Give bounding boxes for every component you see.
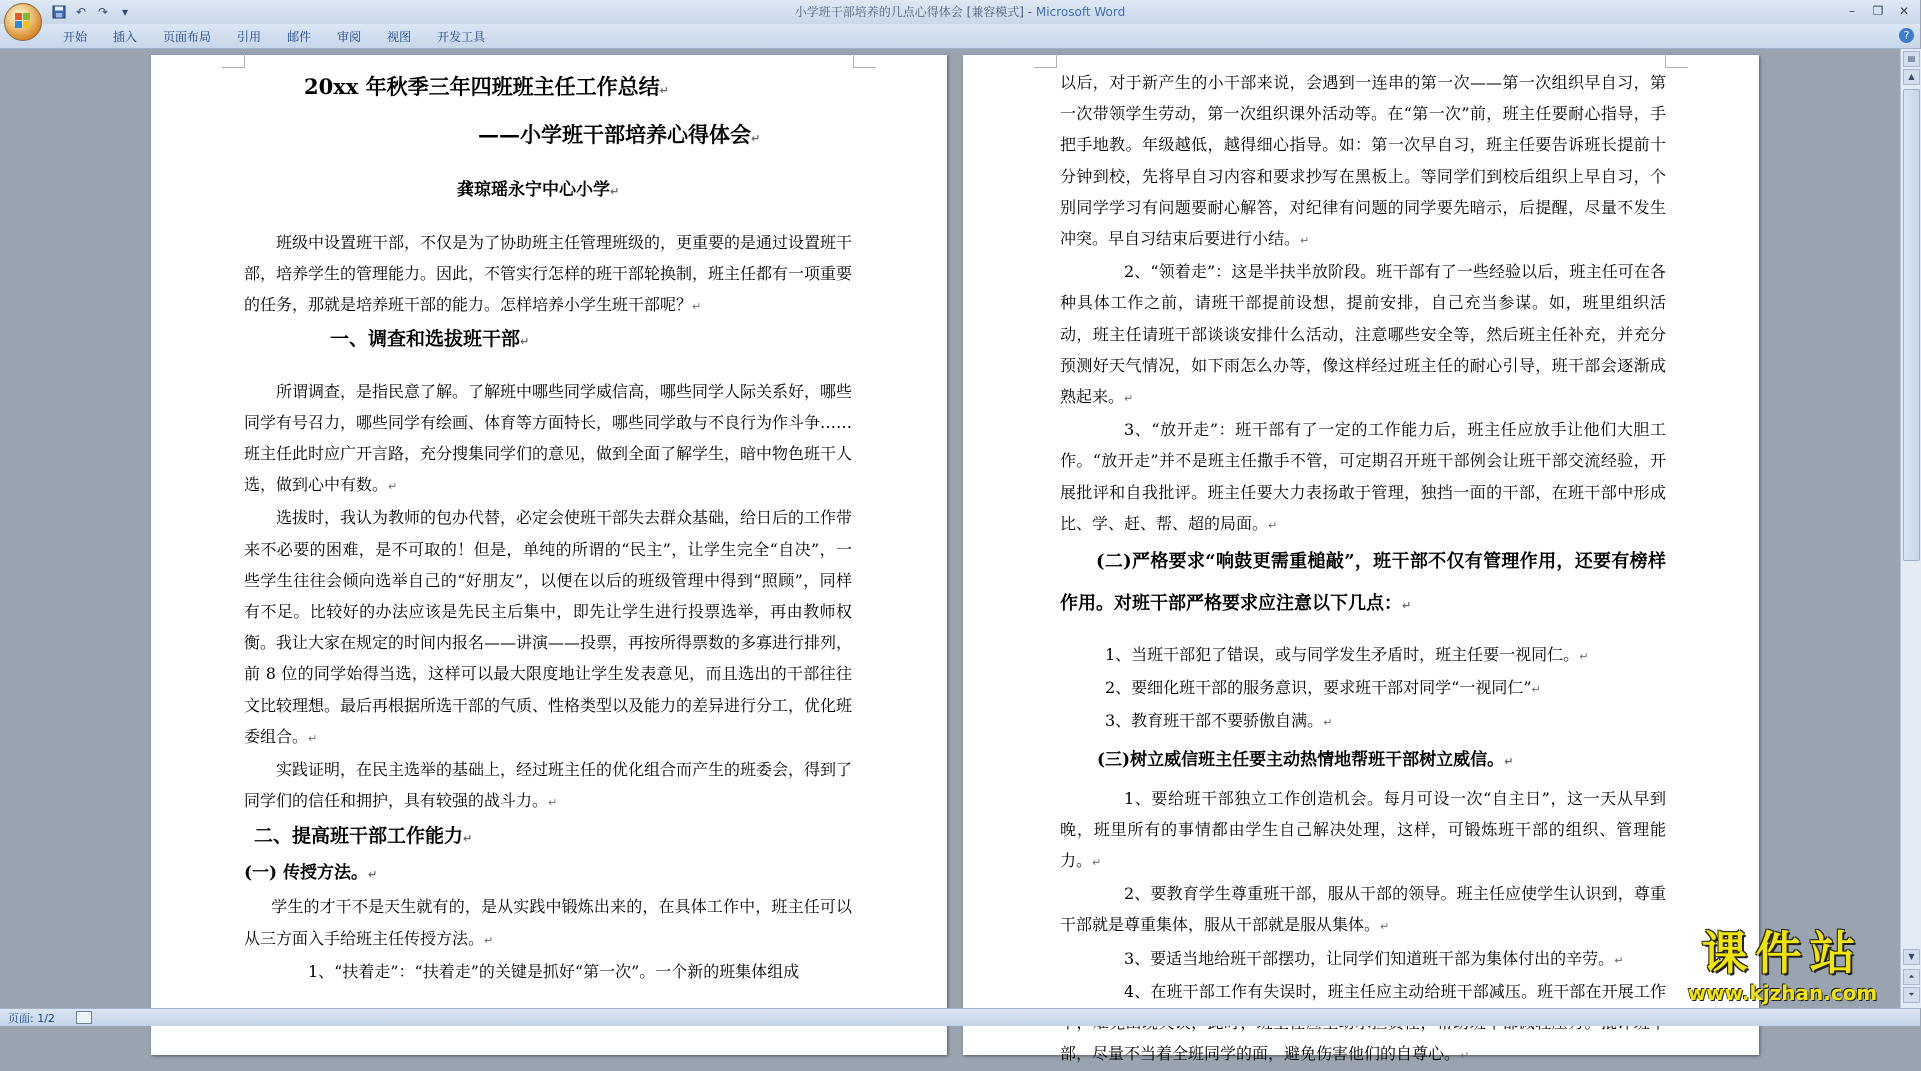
minimize-icon[interactable]: – <box>1849 4 1855 18</box>
undo-icon[interactable]: ↶ <box>75 5 87 19</box>
quick-access-toolbar <box>50 3 134 21</box>
list-item: 2、要教育学生尊重班干部，服从干部的领导。班主任应使学生认识到，尊重干部就是尊重集体，服从干部就是服从集体。↵ <box>1060 884 1666 935</box>
section-heading: 一、调查和选拔班干部↵ <box>330 327 530 350</box>
watermark-logo <box>1670 925 1895 1005</box>
tab-mailings[interactable]: 邮件 <box>287 29 312 44</box>
status-bar <box>0 1008 1920 1026</box>
paragraph: 2、“领着走”：这是半扶半放阶段。班干部有了一些经验以后，班主任可在各种具体工作之前，请班干部提前设想，提前安排，自己充当参谋。如，班里组织活动，班主任请班干部谈谈安排什么活动，注意哪些安全等，然后班主任补充，并充分预测好天气情况，如下雨怎么办等，像这样经过班主任的耐心引导，班干部会逐渐成熟起来。↵ <box>1060 262 1666 407</box>
paragraph: 1、“扶着走”：“扶着走”的关键是抓好“第一次”。一个新的班集体组成 <box>308 961 800 981</box>
proofing-icon[interactable] <box>76 1011 92 1024</box>
page-indicator[interactable]: 页面: 1/2 <box>8 1012 55 1025</box>
ribbon-tabs <box>0 24 1920 49</box>
tab-home[interactable]: 开始 <box>63 29 88 44</box>
customize-icon[interactable]: ▾ <box>121 5 129 19</box>
margin-corner-mark <box>853 53 876 68</box>
redo-icon[interactable]: ↷ <box>97 5 109 19</box>
tab-insert[interactable]: 插入 <box>113 29 138 44</box>
tab-view[interactable]: 视图 <box>387 29 412 44</box>
list-item: 3、教育班干部不要骄傲自满。↵ <box>1105 711 1333 731</box>
margin-corner-mark <box>1665 53 1688 68</box>
list-item: 2、要细化班干部的服务意识，要求班干部对同学“一视同仁”↵ <box>1105 678 1541 698</box>
paragraph: 班级中设置班干部，不仅是为了协助班主任管理班级的，更重要的是通过设置班干部，培养学生的管理能力。因此，不管实行怎样的班干部轮换制，班主任都有一项重要的任务，那就是培养班干部的能力。怎样培养小学生班干部呢？↵ <box>244 233 853 315</box>
scrollbar-thumb[interactable] <box>1903 89 1920 561</box>
section-heading: 二、提高班干部工作能力↵ <box>254 825 473 848</box>
paragraph: 3、“放开走”：班干部有了一定的工作能力后，班主任应放手让他们大胆工作。“放开走”并不是班主任撒手不管，可定期召开班干部例会让班干部交流经验，开展批评和自我批评。班主任要大力表扬敢于管理，独挡一面的干部，在班干部中形成比、学、赶、帮、超的局面。↵ <box>1060 420 1666 533</box>
paragraph: 以后，对于新产生的小干部来说，会遇到一连串的第一次——第一次组织早自习，第一次带领学生劳动，第一次组织课外活动等。在“第一次”前，班主任要耐心指导，手把手地教。年级越低，越得细心指导。如：第一次早自习，班主任要告诉班长提前十分钟到校，先将早自习内容和要求抄写在黑板上。等同学们到校后组织上早自习，个别同学学习有问题要耐心解答，对纪律有问题的同学要先暗示，后提醒，尽量不发生冲突。早自习结束后要进行小结。↵ <box>1060 73 1666 249</box>
watermark-url: www.kjzhan.com <box>1687 981 1878 1005</box>
previous-page-icon[interactable]: ⏶ <box>1903 969 1920 985</box>
page-1-text <box>244 67 852 987</box>
margin-corner-mark <box>1034 53 1057 68</box>
window-controls <box>1840 2 1916 20</box>
scroll-down-icon[interactable]: ▼ <box>1903 949 1920 965</box>
list-item: 4、在班干部工作有失误时，班主任应主动给班干部减压。班干部在开展工作 部，尽量不当着全班同学的面，避免伤害他们的自尊心。↵ <box>1060 981 1666 1064</box>
list-item: 1、要给班干部独立工作创造机会。每月可设一次“自主日”，这一天从早到晚，班里所有的事情都由学生自己解决处理，这样，可锻炼班干部的组织、管理能力。↵ <box>1060 788 1666 871</box>
paragraph: 学生的才干不是天生就有的，是从实践中锻炼出来的，在具体工作中，班主任可以从三方面入手给班主任传授方法。↵ <box>244 897 852 948</box>
office-button[interactable] <box>4 3 42 41</box>
paragraph: 选拔时，我认为教师的包办代替，必定会使班干部失去群众基础，给日后的工作带来不必要的困难，是不可取的！但是，单纯的所谓的“民主”，让学生完全“自决”，一些学生往往会倾向选举自己的“好朋友”，以便在以后的班级管理中得到“照顾”，同样有不足。比较好的办法应该是先民主后集中，即先让学生进行投票选举，再由教师权衡。我让大家在规定的时间内报名——讲演——投票，再按所得票数的多寡进行排列，前 8 位的同学始得当选，这样可以最大限度地让学生发表意见，而且选出的干部往往文比较理想。最后再根据所选干部的气质、性格类型以及能力的差异进行分工，优化班委组合。↵ <box>244 508 853 746</box>
list-item: 3、要适当地给班干部摆功，让同学们知道班干部为集体付出的辛劳。↵ <box>1124 948 1624 968</box>
close-icon[interactable]: ✕ <box>1898 4 1910 18</box>
document-title-heading: 20xx 年秋季三年四班班主任工作总结↵ <box>304 74 669 99</box>
ruler-toggle-icon[interactable]: ▤ <box>1903 51 1920 67</box>
office-logo-icon <box>15 13 31 29</box>
app-name: Microsoft Word <box>1035 5 1126 19</box>
document-page-2[interactable] <box>963 55 1759 1064</box>
tab-references[interactable]: 引用 <box>237 29 262 44</box>
save-icon[interactable] <box>50 3 68 21</box>
maximize-icon[interactable]: ❐ <box>1872 4 1884 18</box>
paragraph: 实践证明，在民主选举的基础上，经过班主任的优化组合而产生的班委会，得到了同学们的信任和拥护，具有较强的战斗力。↵ <box>244 760 853 811</box>
author-line: 龚琼瑶永宁中心小学↵ <box>457 180 620 200</box>
list-item: 1、当班干部犯了错误，或与同学发生矛盾时，班主任要一视同仁。↵ <box>1105 645 1589 665</box>
tab-developer[interactable]: 开发工具 <box>437 29 486 44</box>
vertical-scrollbar[interactable] <box>1900 49 1921 1008</box>
subsection-heading: (三)树立威信班主任要主动热情地帮班干部树立威信。↵ <box>1097 749 1514 770</box>
help-icon[interactable]: ? <box>1899 28 1914 43</box>
subsection-heading: (一) 传授方法。↵ <box>244 863 378 884</box>
tab-page-layout[interactable]: 页面布局 <box>163 29 212 44</box>
title-bar <box>0 0 1920 25</box>
watermark-text: 课件站 <box>1701 926 1864 980</box>
subsection-heading: (二)严格要求“响鼓更需重槌敲”，班干部不仅有管理作用，还要有榜样作用。对班干部严格要求应注意以下几点：↵ <box>1060 551 1666 615</box>
document-page-1[interactable] <box>151 55 947 1055</box>
next-page-icon[interactable]: ⏷ <box>1903 987 1920 1003</box>
paragraph: 所谓调查，是指民意了解。了解班中哪些同学威信高，哪些同学人际关系好，哪些同学有号召力，哪些同学有绘画、体育等方面特长，哪些同学敢与不良行为作斗争……班主任此时应广开言路，充分搜集同学们的意见，做到全面了解学生，暗中物色班干人选，做到心中有数。↵ <box>244 381 853 495</box>
scroll-up-icon[interactable]: ▲ <box>1903 69 1920 85</box>
document-title: 小学班干部培养的几点心得体会 [兼容模式] - <box>794 5 1036 19</box>
margin-corner-mark <box>222 53 245 68</box>
window-title <box>0 0 1920 24</box>
document-subtitle: ——小学班干部培养心得体会↵ <box>478 122 761 147</box>
tab-review[interactable]: 审阅 <box>337 29 362 44</box>
page-2-text <box>1060 67 1666 1071</box>
